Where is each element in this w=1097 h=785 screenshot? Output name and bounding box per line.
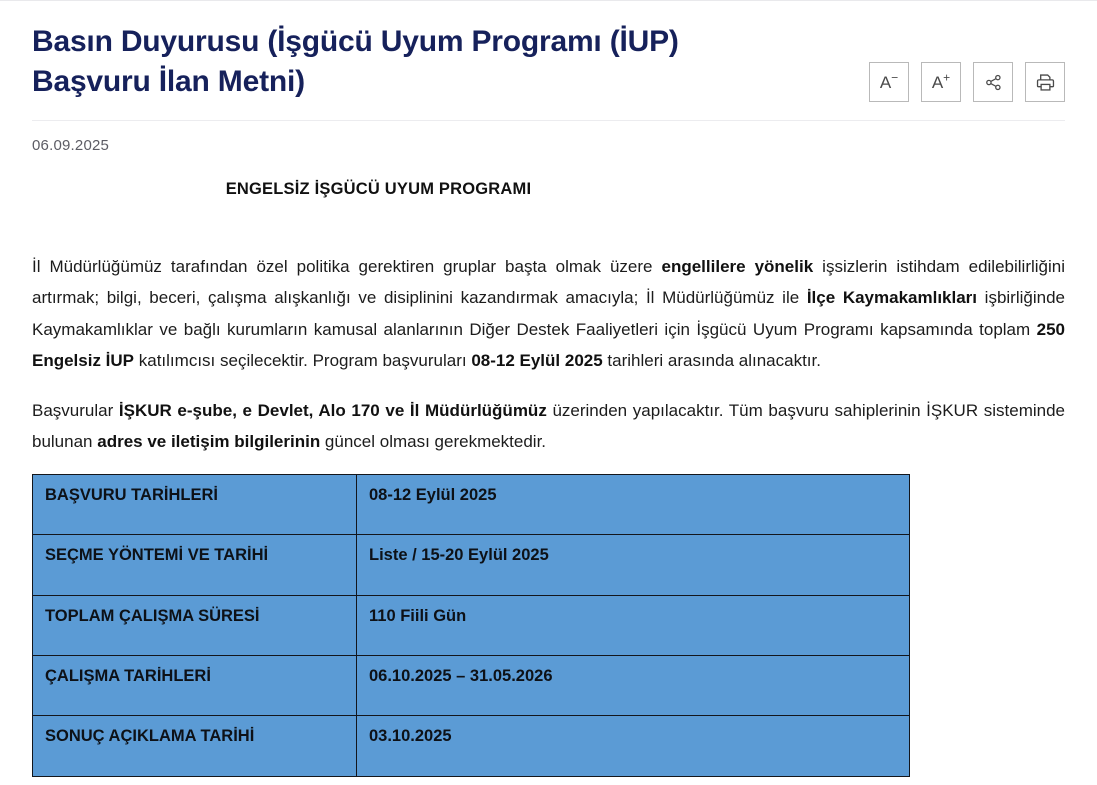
increase-font-size-button[interactable] [921,62,961,102]
print-button[interactable] [1025,62,1065,102]
p1-text-5: tarihleri arasında alınacaktır. [602,351,821,371]
program-details-table [32,474,910,777]
share-button[interactable] [973,62,1013,102]
article-body [32,180,1065,777]
paragraph-two [32,395,1065,458]
row-value: 08-12 Eylül 2025 [357,474,910,534]
p1-text-3: işbirliğinde Kaymakamlıklar ve bağlı kurumların kamusal alanlarının Diğer Destek Faaliyetleri için İşgücü Uyum Programı kapsamında toplam [32,288,1065,339]
p1-bold-3: 250 Engelsiz İUP [32,319,1065,371]
table-row [33,595,910,655]
table-row [33,535,910,595]
page-title: Basın Duyurusu (İşgücü Uyum Programı (İUP) Başvuru İlan Metni) [32,25,679,98]
font-decrease-icon: A− [879,69,899,92]
p2-text-1: Başvurular [32,400,119,420]
row-value: 110 Fiili Gün [357,595,910,655]
p2-bold-2: adres ve iletişim bilgilerinin [97,432,321,452]
row-label: TOPLAM ÇALIŞMA SÜRESİ [33,595,357,655]
p1-bold-4: 08-12 Eylül 2025 [471,351,603,371]
row-value: 03.10.2025 [357,716,910,776]
table-row [33,655,910,715]
p1-bold-2: İlçe Kaymakamlıkları [806,288,978,308]
table-body [33,474,910,776]
decrease-font-size-button[interactable] [869,62,909,102]
print-icon [1035,72,1056,93]
row-label: ÇALIŞMA TARİHLERİ [33,655,357,715]
header-divider [32,120,1065,121]
article-subheading: ENGELSİZ İŞGÜCÜ UYUM PROGRAMI [225,180,532,198]
row-value: Liste / 15-20 Eylül 2025 [357,535,910,595]
publish-date: 06.09.2025 [32,137,110,154]
p2-bold-1: İŞKUR e-şube, e Devlet, Alo 170 ve İl Müdürlüğümüz [118,400,547,420]
p1-bold-1: engellilere yönelik [661,257,814,276]
row-label: BAŞVURU TARİHLERİ [33,474,357,534]
row-label: SEÇME YÖNTEMİ VE TARİHİ [33,535,357,595]
row-label: SONUÇ AÇIKLAMA TARİHİ [33,716,357,776]
article-toolbar [869,22,1065,102]
table-row [33,716,910,776]
p1-text-4: katılımcısı seçilecektir. Program başvuruları [134,351,472,371]
table-row [33,474,910,534]
p1-text-2: işsizlerin istihdam edilebilirliğini artırmak; bilgi, beceri, çalışma alışkanlığı ve disiplinini kazandırmak amacıyla; İl Müdürlüğümüz ile [32,257,1066,308]
p1-text-1: İl Müdürlüğümüz tarafından özel politika gerektiren gruplar başta olmak üzere [32,257,662,276]
paragraph-one [32,251,1065,377]
row-value: 06.10.2025 – 31.05.2026 [357,655,910,715]
font-increase-icon: A+ [931,69,951,92]
p2-text-3: güncel olması gerekmektedir. [320,432,547,452]
article-header [32,0,1065,102]
p2-text-2: üzerinden yapılacaktır. Tüm başvuru sahiplerinin İŞKUR sisteminde bulunan [32,400,1065,452]
share-icon [984,73,1003,92]
